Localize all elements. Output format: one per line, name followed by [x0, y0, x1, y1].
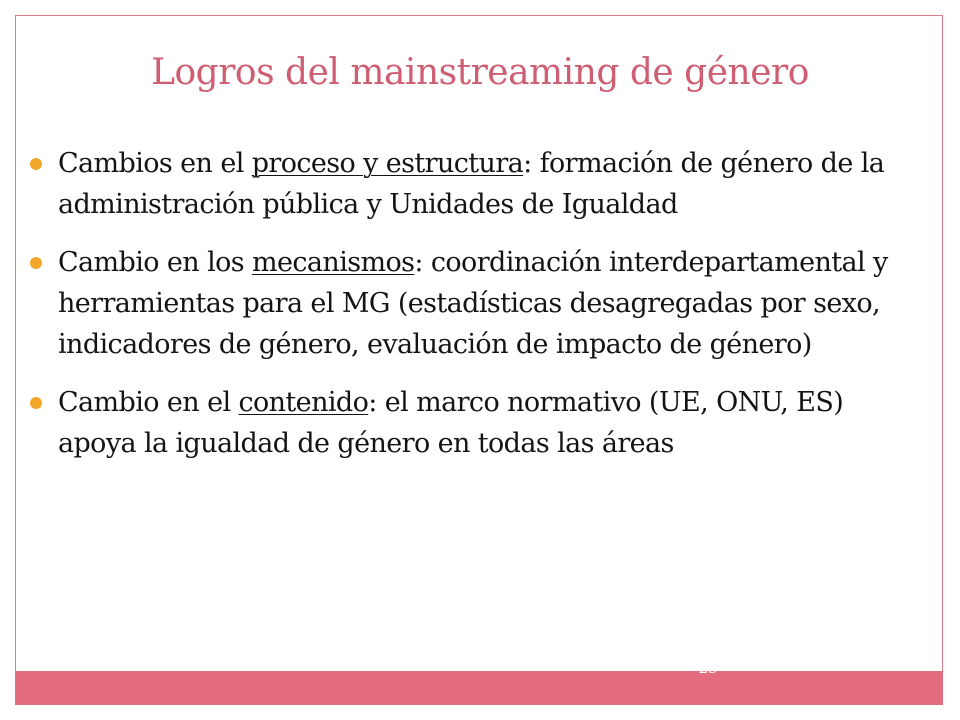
bullet-item: [30, 382, 910, 464]
slide-title: Logros del mainstreaming de género: [151, 52, 809, 93]
bullet-text-suffix: : el marco normativo (UE, ONU, ES) apoya la igualdad de género en todas las áreas: [58, 387, 844, 459]
bullet-item: [30, 242, 910, 365]
bullet-text-suffix: : coordinación interdepartamental y herramientas para el MG (estadísticas desagregadas por sexo, indicadores de género, evaluación de impacto de género): [58, 247, 888, 360]
bullet-underlined-term: proceso y estructura: [251, 148, 524, 179]
footer-bar: [15, 671, 943, 705]
bullet-text-prefix: Cambio en el: [58, 387, 239, 418]
bullet-dot-icon: [30, 397, 42, 409]
bullet-item: [30, 143, 910, 225]
bullet-text-suffix: : formación de género de la administración pública y Unidades de Igualdad: [58, 148, 885, 220]
bullet-text-prefix: Cambio en los: [58, 247, 252, 278]
bullet-list: [30, 143, 910, 481]
bullet-dot-icon: [30, 158, 42, 170]
bullet-underlined-term: mecanismos: [252, 247, 415, 278]
bullet-underlined-term: contenido: [238, 387, 369, 418]
page-number: 23: [698, 659, 718, 677]
bullet-text-prefix: Cambios en el: [58, 148, 252, 179]
bullet-dot-icon: [30, 257, 42, 269]
